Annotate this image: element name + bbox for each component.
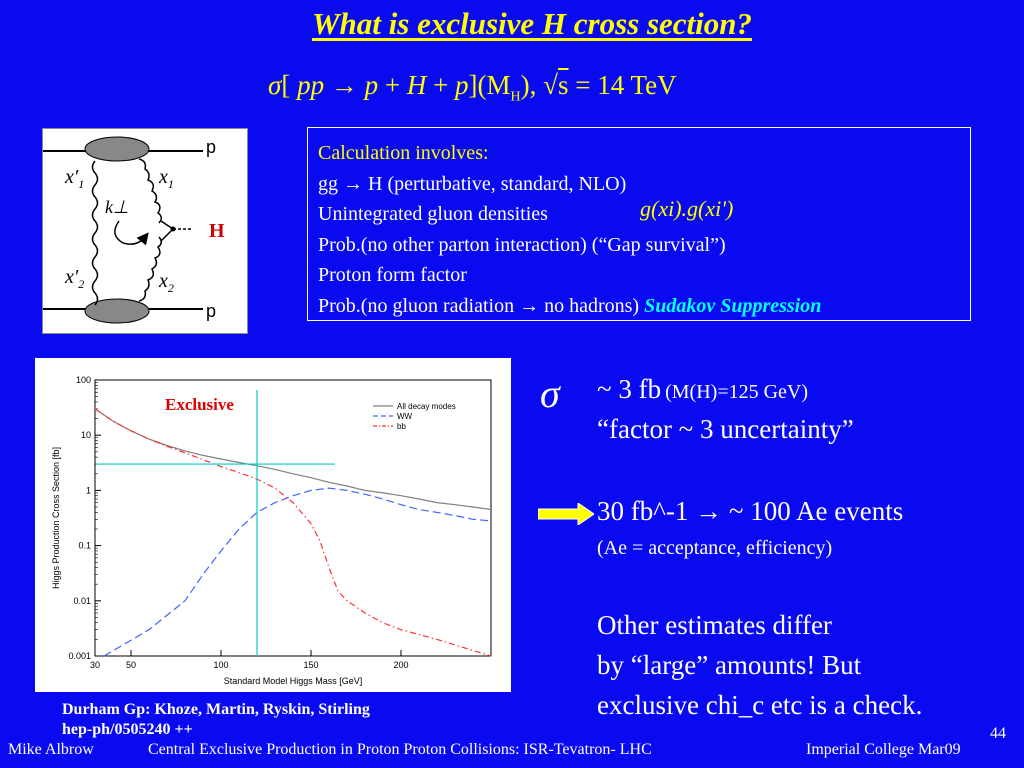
series-lines <box>95 409 491 656</box>
footer-venue: Imperial College Mar09 <box>806 741 961 758</box>
formula-pp: pp <box>297 70 325 100</box>
result-line-2: “factor ~ 3 uncertainty” <box>597 414 854 444</box>
result-line-6: by “large” amounts! But <box>597 650 862 680</box>
result-line-4: (Ae = acceptance, efficiency) <box>597 537 833 559</box>
caption-line-2: hep-ph/0505240 ++ <box>62 721 193 738</box>
label-x2-prime: $x'_2$ <box>65 266 85 291</box>
cross-section-chart <box>35 358 511 692</box>
formula-close-bracket: ] <box>468 70 478 100</box>
series-line-bb <box>95 409 491 656</box>
chart-legend <box>373 402 456 431</box>
sudakov-highlight: Sudakov Suppression <box>644 294 822 317</box>
calculation-line-5-text: Prob.(no gluon radiation → no hadrons) <box>318 294 640 317</box>
loop-momentum-arrow <box>115 221 145 244</box>
calculation-line-2-text: Unintegrated gluon densities <box>318 203 548 225</box>
formula-mass-close: ), <box>520 70 537 100</box>
formula-H: H <box>406 70 427 100</box>
label-x2: $x_2$ <box>159 270 174 295</box>
sqrt-symbol: √ <box>543 70 558 100</box>
y-tick-label: 10 <box>80 430 91 441</box>
x-tick-label: 200 <box>393 660 409 670</box>
sigma-symbol: σ <box>268 70 282 100</box>
x-axis-label: Standard Model Higgs Mass [GeV] <box>223 676 363 686</box>
page-number: 44 <box>990 725 1006 742</box>
series-line-ww <box>104 488 491 656</box>
cross-section-plot <box>35 358 511 692</box>
caption-line-1: Durham Gp: Khoze, Martin, Ryskin, Stirling <box>62 701 370 718</box>
cross-section-formula <box>268 70 677 105</box>
formula-equals: = <box>575 70 591 100</box>
formula-s: s <box>558 70 569 100</box>
x-tick-label: 100 <box>213 660 229 670</box>
label-p-top: p <box>206 137 217 157</box>
formula-plus2: + <box>433 70 449 100</box>
x-tick-label: 30 <box>89 660 101 670</box>
formula-plus1: + <box>384 70 401 100</box>
footer-talk-title: Central Exclusive Production in Proton Proton Collisions: ISR-Tevatron- LHC <box>148 741 652 758</box>
label-k-perp: k⊥ <box>105 197 129 217</box>
y-ticks <box>68 375 101 661</box>
formula-mass-sub: H <box>510 89 521 105</box>
gluon-lower <box>139 237 161 301</box>
series-line-all-decay-modes <box>95 409 491 510</box>
result-line-7: exclusive chi_c etc is a check. <box>597 690 923 720</box>
y-tick-label: 1 <box>85 485 91 496</box>
result-line-1-small: (M(H)=125 GeV) <box>665 381 809 403</box>
right-arrow-icon <box>538 503 594 525</box>
calculation-line-2 <box>318 196 960 230</box>
calculation-heading: Calculation involves: <box>318 142 489 164</box>
result-line-5: Other estimates differ <box>597 610 832 640</box>
label-p-bottom: p <box>206 301 217 321</box>
label-x1-prime: $x'_1$ <box>65 166 85 191</box>
result-line-3: 30 fb^-1 → ~ 100 Ae events <box>597 496 904 526</box>
y-tick-label: 0.1 <box>78 540 91 551</box>
marker-lines <box>97 390 335 656</box>
x-tick-label: 50 <box>125 660 137 670</box>
x-tick-label: 150 <box>303 660 319 670</box>
x-ticks <box>90 650 409 670</box>
results-sigma-symbol: σ <box>540 371 560 416</box>
gluon-screening <box>93 161 98 305</box>
proton-blob-bottom <box>85 299 149 323</box>
feynman-diagram-svg <box>43 129 247 333</box>
legend-label: WW <box>397 412 413 421</box>
label-higgs: H <box>209 220 225 242</box>
formula-p2: p <box>455 70 469 100</box>
triangle-loop <box>161 221 173 241</box>
y-tick-label: 0.01 <box>73 595 91 606</box>
result-line-1 <box>597 374 808 405</box>
calculation-line-4: Proton form factor <box>318 264 467 286</box>
feynman-diagram <box>42 128 248 334</box>
gluon-upper <box>139 159 161 223</box>
formula-arrow: → <box>330 70 358 100</box>
plot-frame <box>95 380 491 656</box>
y-tick-label: 100 <box>75 375 91 385</box>
y-axis-label: Higgs Production Cross Section [fb] <box>51 446 61 590</box>
calculation-line-1: gg → H (perturbative, standard, NLO) <box>318 172 627 195</box>
formula-p1: p <box>364 70 379 100</box>
plot-caption <box>62 700 370 740</box>
formula-energy: 14 TeV <box>597 70 677 100</box>
calculation-line-3: Prob.(no other parton interaction) (“Gap survival”) <box>318 233 726 256</box>
formula-mass-open: (M <box>477 70 511 100</box>
calculation-box <box>307 127 971 321</box>
calculation-line-5 <box>318 291 960 322</box>
footer-author: Mike Albrow <box>8 741 94 758</box>
exclusive-annotation: Exclusive <box>165 395 234 414</box>
label-x1: $x_1$ <box>159 166 174 191</box>
proton-blob-top <box>85 137 149 161</box>
result-line-1-main: ~ 3 fb <box>597 374 662 404</box>
y-tick-label: 0.001 <box>68 651 91 661</box>
slide-title: What is exclusive H cross section? <box>311 6 753 41</box>
legend-label: bb <box>397 422 406 431</box>
gluon-density-formula: g(xi).g(xi') <box>640 196 734 221</box>
formula-open-bracket: [ <box>281 70 291 100</box>
legend-label: All decay modes <box>397 402 456 411</box>
